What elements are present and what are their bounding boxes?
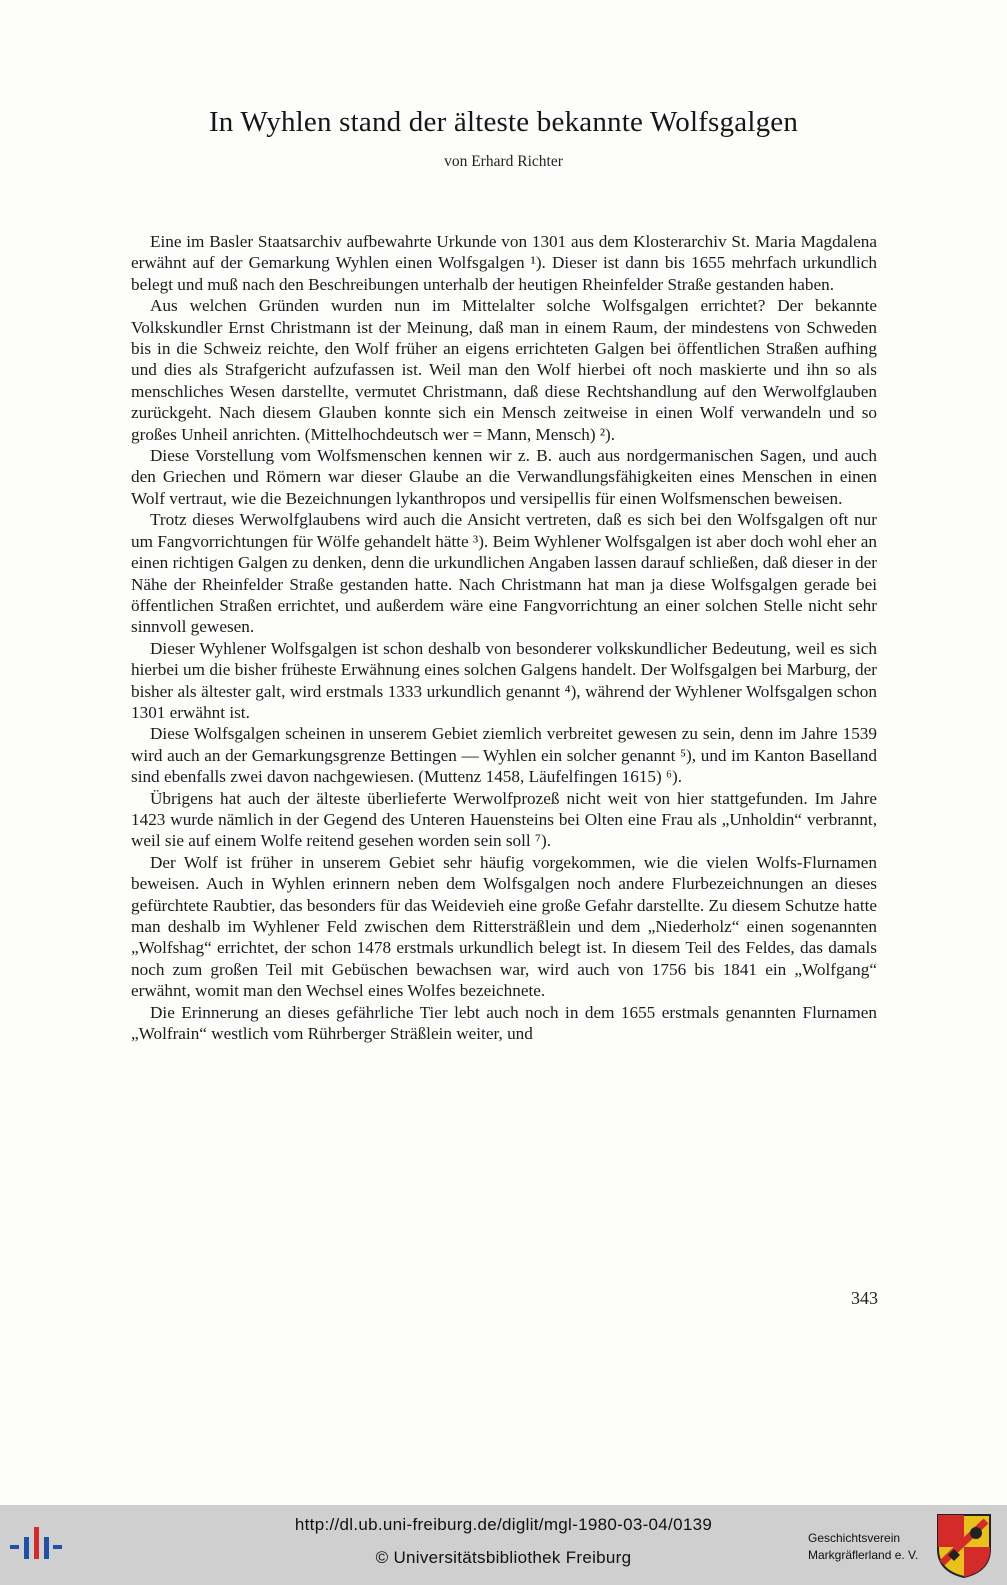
coat-of-arms-icon[interactable] (936, 1513, 992, 1579)
paragraph: Diese Vorstellung vom Wolfsmenschen kennen wir z. B. auch aus nordgermanischen Sagen, und auch den Griechen und Römern war dieser Glaube an die Verwandlungsfähigkeiten eines Menschen in einen Wolf vertraut, wie die Bezeichnungen lykanthropos und versipellis für einen Wolfsmenschen beweisen. (131, 446, 877, 508)
paragraph: Übrigens hat auch der älteste überlieferte Werwolfprozeß nicht weit von hier stattgefunden. Im Jahre 1423 wurde nämlich in der Gegend des Unteren Hauensteins bei Olten eine Frau als „Unholdin“ verbrannt, weil sie auf einem Wolfe reitend gesehen worden sein soll ⁷). (131, 788, 877, 851)
paragraph: Die Erinnerung an dieses gefährliche Tier lebt auch noch in dem 1655 erstmals genannten Flurnamen „Wolfrain“ westlich vom Rührberger Sträßlein weiter, und (131, 1002, 877, 1044)
society-name[interactable] (808, 1530, 918, 1564)
article-body (131, 231, 877, 1044)
paragraph: Der Wolf ist früher in unserem Gebiet sehr häufig vorgekommen, wie die vielen Wolfs-Flurnamen beweisen. Auch in Wyhlen erinnern neben dem Wolfsgalgen noch andere Flurbezeichnungen an dieses gefürchtete Raubtier, das besonders für das Weidevieh eine große Gefahr darstellte. Zu diesem Schutze hatte man deshalb im Wyhlener Feld zwischen dem Rittersträßlein und dem „Niederholz“ einen sogenannten „Wolfshag“ errichtet, der schon 1478 erstmals urkundlich belegt ist. In diesem Teil des Feldes, das damals noch zum großen Teil mit Gebüschen bewachsen war, wird auch von 1756 bis 1841 ein „Wolfgang“ erwähnt, womit man den Wechsel eines Wolfes bezeichnete. (131, 852, 877, 1001)
paragraph: Dieser Wyhlener Wolfsgalgen ist schon deshalb von besonderer volkskundlicher Bedeutung, weil es sich hierbei um die bisher früheste Erwähnung eines solchen Galgens handelt. Der Wolfsgalgen bei Marburg, der bisher als ältester galt, wird erstmals 1333 urkundlich genannt ⁴), während der Wyhlener Wolfsgalgen schon 1301 erwähnt ist. (131, 638, 877, 722)
paragraph: Trotz dieses Werwolfglaubens wird auch die Ansicht vertreten, daß es sich bei den Wolfsgalgen oft nur um Fangvorrichtungen für Wölfe gehandelt hätte ³). Beim Wyhlener Wolfsgalgen ist aber doch wohl eher an einen richtigen Galgen zu denken, denn die urkundlichen Angaben lassen darauf schließen, daß dieser in der Nähe der Rheinfelder Straße gestanden hatte. Nach Christmann hat man ja diese Wolfsgalgen gerade bei öffentlichen Straßen errichtet, und außerdem wäre eine Fangvorrichtung an einer solchen Stelle nicht sehr sinnvoll gewesen. (131, 510, 877, 637)
article-author: von Erhard Richter (444, 153, 563, 170)
paragraph: Diese Wolfsgalgen scheinen in unserem Gebiet ziemlich verbreitet gewesen zu sein, denn im Jahre 1539 wird auch an der Gemarkungsgrenze Bettingen — Wyhlen ein solcher genannt ⁵), und im Kanton Baselland sind ebenfalls zwei davon nachgewiesen. (Muttenz 1458, Läufelfingen 1615) ⁶). (131, 724, 877, 787)
society-line-2: Markgräflerland e. V. (808, 1548, 919, 1562)
copyright-notice: © Universitätsbibliothek Freiburg (375, 1548, 632, 1567)
society-line-1: Geschichtsverein (808, 1531, 901, 1545)
paragraph: Eine im Basler Staatsarchiv aufbewahrte Urkunde von 1301 aus dem Klosterarchiv St. Maria Magdalena erwähnt auf der Gemarkung Wyhlen einen Wolfsgalgen ¹). Dieser ist dann bis 1655 mehrfach urkundlich belegt und muß nach den Beschreibungen unterhalb der heutigen Rheinfelder Straße gestanden haben. (131, 232, 877, 294)
paragraph: Aus welchen Gründen wurden nun im Mittelalter solche Wolfsgalgen errichtet? Der bekannte Volkskundler Ernst Christmann ist der Meinung, daß man in einem Raum, der mindestens von Schweden bis in die Schweiz reichte, den Wolf früher an eigens errichteten Galgen bei öffentlichen Straßen aufhing und dies als Strafgericht aufzufassen ist. Weil man den Wolf hierbei oft noch maskierte und ihn so als menschliches Wesen darstellte, vermutet Christmann, daß diese Rechtshandlung auf den Werwolfglauben zurückgeht. Nach diesem Glauben konnte sich ein Mensch zeitweise in einen Wolf verwandeln und so großes Unheil anrichten. (Mittelhochdeutsch wer = Mann, Mensch) ²). (131, 296, 877, 444)
page-number: 343 (851, 1288, 878, 1308)
article-title: In Wyhlen stand der älteste bekannte Wolfsgalgen (208, 106, 799, 138)
permalink-url[interactable]: http://dl.ub.uni-freiburg.de/diglit/mgl-1980-03-04/0139 (294, 1515, 713, 1534)
footer-bar (0, 1505, 1007, 1585)
